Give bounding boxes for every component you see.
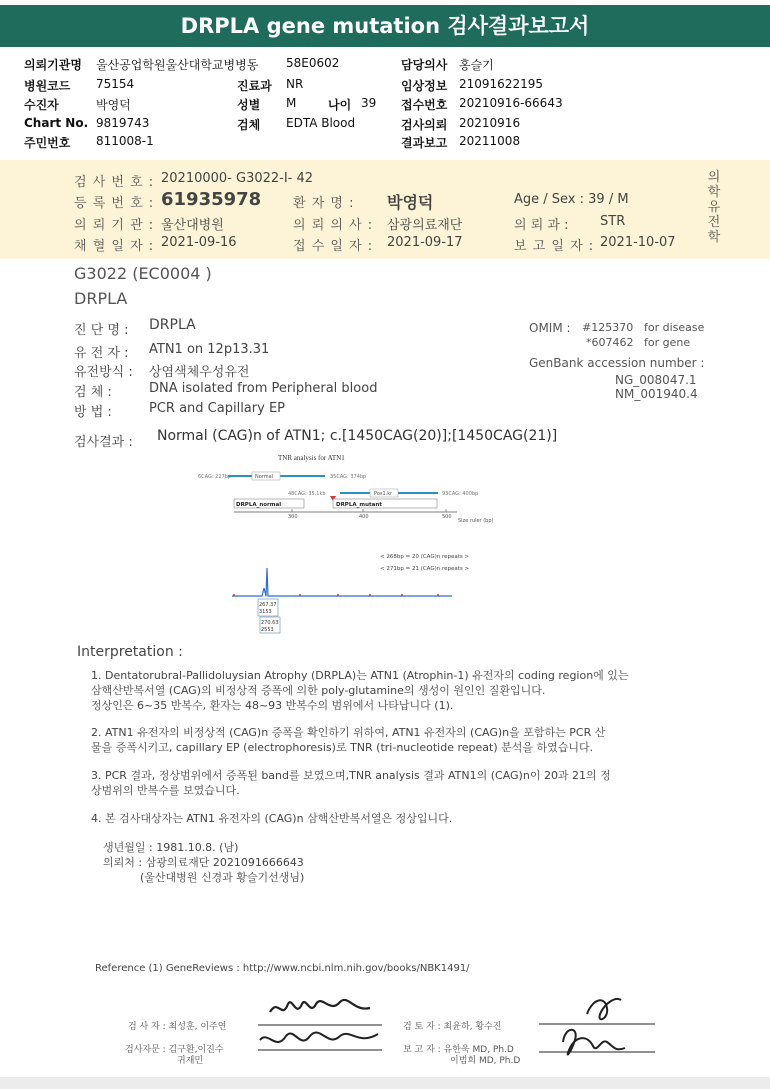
interp-line: 3. PCR 결과, 정상범위에서 증폭된 band를 보였으며,TNR analysis 결과 ATN1의 (CAG)n이 20과 21의 정 [91,769,611,782]
interp-line: 2. ATN1 유전자의 비정상적 (CAG)n 증폭을 확인하기 위하여, ATN1 유전자의 (CAG)n을 포함하는 PCR 산 [91,726,606,739]
side-char: 전 [707,215,721,230]
header-label: 담당의사 [401,58,448,72]
header-label: 진료과 [237,79,272,93]
header-label: 주민번호 [24,136,71,150]
requester: 의뢰처 : 삼광의료재단 2021091666643 [103,856,304,869]
reviewer: 검 토 자 : 최윤하, 황수진 [403,1022,502,1032]
reviewer-signature [535,990,660,1070]
header-label: 접수번호 [401,98,448,112]
header-value: 20211008 [459,134,521,148]
header-value: M [286,96,297,110]
header-label: 수진자 [24,98,59,112]
header-label: Chart No. [24,116,89,130]
interp-line: 1. Dentatorubral-Pallidoluysian Atrophy (DRPLA)는 ATN1 (Atrophin-1) 유전자의 coding region에 있는 [91,669,629,682]
specimen-label: 검 체 : [74,385,112,400]
birth-date: 생년월일 : 1981.10.8. (남) [103,841,239,854]
reporter: 보 고 자 : 유한욱 MD, Ph.D [403,1045,514,1055]
genbank-label: GenBank accession number : [529,356,705,370]
size-standard-peak [401,594,403,596]
dept: STR [600,214,626,229]
header-label: 병원코드 [24,79,71,93]
legend-20: < 268bp = 20 (CAG)n repeats > [380,554,470,560]
age-sex: Age / Sex : 39 / M [514,192,629,207]
trace-blue [232,568,452,596]
advisor-2: 귀재민 [177,1056,204,1066]
size-standard-peak [369,594,371,596]
interp-line: 삼핵산반복서열 (CAG)의 비정상적 증폭에 의한 poly-glutamine의 생성이 원인인 질환입니다. [91,684,546,697]
figure-title: TNR analysis for ATN1 [278,454,345,462]
side-label [706,170,722,245]
dx: DRPLA [149,317,196,333]
examiner: 검 사 자 : 최성훈, 이주연 [128,1022,227,1032]
interp-line: 정상인은 6~35 반복수, 환자는 48~93 반복수의 범위에서 나타납니다 (1). [91,699,454,712]
normal-tag: Normal [255,474,274,480]
reference: Reference (1) GeneReviews : http://www.ncbi.nlm.nih.gov/books/NBK1491/ [95,963,470,974]
interp-line: 물을 증폭시키고, capillary EP (electrophoresis)로 TNR (tri-nucleotide repeat) 분석을 하였습니다. [91,741,594,754]
omim-disease: #125370 [582,321,634,334]
receipt-date: 2021-09-17 [387,235,463,250]
dx-label: 진 단 명 : [74,323,129,338]
header-label: 성별 [237,98,261,112]
header-value: 75154 [96,77,135,91]
peak2-size: 270.63 [261,620,279,626]
tick-500: 500 [442,514,452,520]
peak2-height: 2553 [261,627,274,633]
test-code: G3022 (EC0004 ) [74,264,212,283]
header-value: 9819743 [96,116,150,130]
side-char: 학 [707,185,721,200]
mode: 상염색체우성유전 [149,365,250,380]
header-value: 20210916-66643 [459,96,563,110]
interpretation-item-1 [91,668,629,713]
report-label: 보 고 일 자 : [514,239,595,254]
test-no: 20210000- G3022-I- 42 [161,171,314,186]
drpla-normal-label: DRPLA_normal [236,502,282,508]
collect-date: 2021-09-16 [161,235,237,250]
report-title: DRPLA gene mutation 검사결과보고서 [0,5,770,47]
advisor: 검사자문 : 김구환,이진수 [125,1045,224,1055]
interp-line: 상범위의 반복수를 보였습니다. [91,784,240,797]
header-label: 나이 [328,98,352,112]
figure-label-left: 6CAG: 227bp [198,474,232,480]
inst: 울산대병원 [161,218,224,233]
header-label: 결과보고 [401,136,448,150]
inst-label: 의 뢰 기 관 : [74,218,155,233]
header-value: 58E0602 [286,56,340,70]
header-value: 811008-1 [96,134,154,148]
tick-300: 300 [288,514,298,520]
tnr-figure [190,448,510,634]
receipt-label: 접 수 일 자 : [293,239,374,254]
pos-tag: Pos1.kr [374,491,393,497]
patient-label: 환 자 명 : [293,196,355,211]
interpretation-item-2 [91,725,605,755]
side-char: 의 [707,170,721,185]
reg-no-label: 등 록 번 호 : [74,196,155,211]
figure-label-mid: 35CAG: 374bp [330,474,367,480]
tick-400: 400 [359,514,369,520]
size-standard-peak [299,594,301,596]
header-value: NR [286,77,304,91]
interpretation-item-4 [91,811,452,826]
mode-label: 유전방식 : [74,365,133,380]
header-value: 21091622195 [459,77,543,91]
doctor: 삼광의료재단 [387,218,463,233]
header-value: EDTA Blood [286,116,356,130]
header-value: 20210916 [459,116,521,130]
header-label: 검체 [237,118,261,132]
omim-disease-note: for disease [644,321,705,334]
size-standard-peak [337,594,339,596]
header-label: 의뢰기관명 [24,58,82,72]
test-no-label: 검 사 번 호 : [74,175,155,190]
requester-note: (울산대병원 신경과 황슬기선생님) [140,871,305,884]
legend-21: < 271bp = 21 (CAG)n repeats > [380,566,470,572]
header-value: 홍슬기 [459,58,494,72]
peak1-height: 3153 [259,609,272,615]
side-char: 유 [707,200,721,215]
peak1-size: 267.37 [259,602,277,608]
header-value: 39 [361,96,377,110]
size-ruler-label: Size ruler (bp) [458,518,494,524]
report-date: 2021-10-07 [600,235,676,250]
header-value: 울산공업학원울산대학교병병동 [96,58,259,72]
size-standard-peak [437,594,439,596]
collect-label: 채 혈 일 자 : [74,239,155,254]
genbank-2: NM_001940.4 [615,387,698,401]
patient-name: 박영덕 [387,193,434,212]
gene: ATN1 on 12p13.31 [149,342,270,357]
drpla-mutant-label: DRPLA_mutant [336,502,382,508]
footer-strip [0,1077,770,1089]
dept-label: 의 뢰 과 : [514,218,569,233]
result: Normal (CAG)n of ATN1; c.[1450CAG(20)];[1450CAG(21)] [157,428,558,444]
method: PCR and Capillary EP [149,401,285,416]
reporter-2: 이범희 MD, Ph.D [450,1056,521,1066]
result-label: 검사결과 : [74,435,133,450]
size-standard-peak [233,594,235,596]
interpretation-heading: Interpretation : [77,644,183,660]
examiner-signature [250,990,390,1065]
omim-gene-note: for gene [644,336,691,349]
specimen: DNA isolated from Peripheral blood [149,381,378,396]
reg-no: 61935978 [161,189,262,210]
gene-label: 유 전 자 : [74,346,129,361]
test-name: DRPLA [74,289,128,308]
side-char: 학 [707,230,721,245]
header-value: 박영덕 [96,98,131,112]
omim-gene: *607462 [586,336,634,349]
interp-line: 4. 본 검사대상자는 ATN1 유전자의 (CAG)n 삼핵산반복서열은 정상입니다. [91,812,453,825]
omim-label: OMIM : [529,321,571,335]
header-label: 검사의뢰 [401,118,448,132]
figure-label-93: 93CAG: 400bp [442,491,479,497]
figure-label-48: 48CAG: 35.1kb [288,491,326,497]
method-label: 방 법 : [74,405,112,420]
doctor-label: 의 뢰 의 사 : [293,218,374,233]
genbank-1: NG_008047.1 [615,373,697,387]
header-label: 임상정보 [401,79,448,93]
interpretation-item-3 [91,768,611,798]
